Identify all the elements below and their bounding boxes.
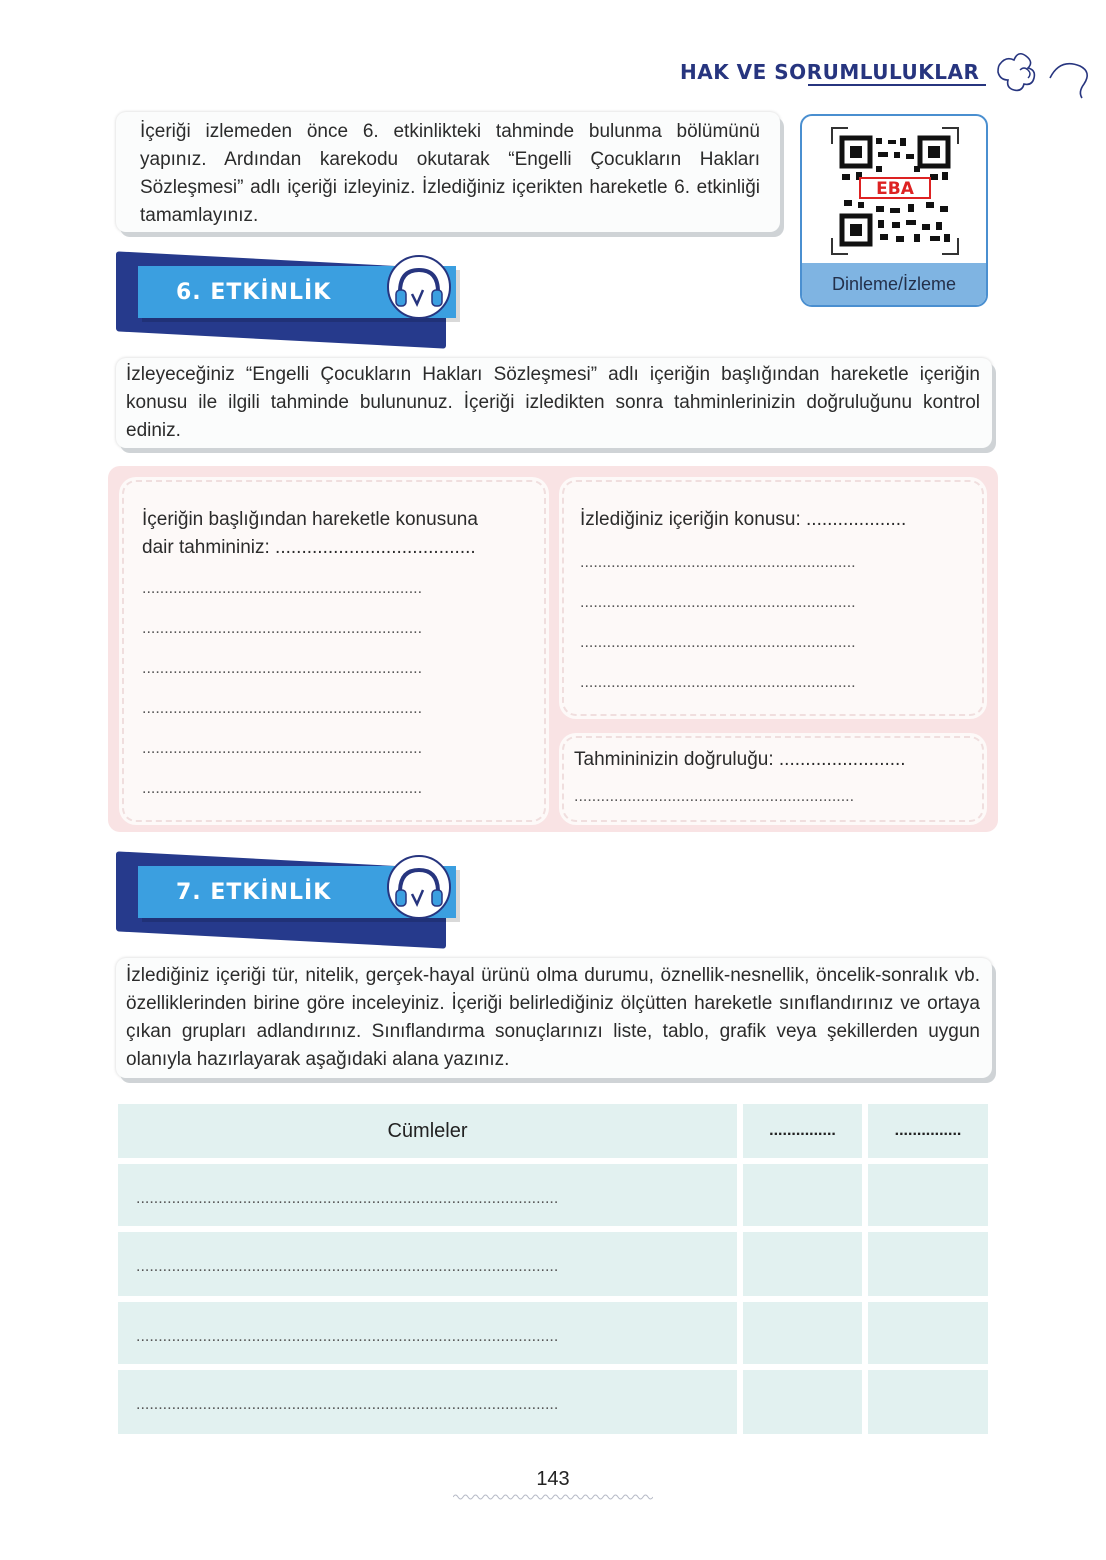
content-topic-answer-line[interactable]: .............................................................. — [580, 674, 856, 691]
classification-table — [118, 1104, 990, 1436]
activity-6-instruction-text: İzleyeceğiniz “Engelli Çocukların Hakları Sözleşmesi” adlı içeriğin başlığından hareketle içeriğin konusu ile ilgili tahminde bulununuz. İçeriği izledikten sonra tahminlerinizin doğruluğunu kontrol ediniz. — [126, 364, 980, 441]
table-row-cell[interactable] — [118, 1370, 737, 1434]
sentence-line[interactable]: ............................................................................................... — [136, 1258, 559, 1275]
prediction-answer-line[interactable]: ............................................................... — [142, 700, 423, 717]
qr-box[interactable] — [800, 114, 988, 307]
headphones-icon — [386, 254, 452, 320]
decorative-wave — [453, 1493, 653, 1501]
activity-7-instruction-text: İzlediğiniz içeriği tür, nitelik, gerçek-hayal ürünü olma durumu, öznellik-nesnellik, öncelik-sonralık vb. özelliklerinden birine göre inceleyiniz. İçeriği belirlediğiniz ölçütten hareketle sınıflandırınız ve ortaya çıkan grupları adlandırınız. Sınıflandırma sonuçlarınızı liste, tablo, grafik veya şekillerden uygun olanıyla hazırlayarak aşağıdaki alana yazınız. — [126, 965, 980, 1070]
table-row-cell[interactable] — [743, 1302, 862, 1364]
table-row-cell[interactable] — [868, 1232, 988, 1296]
sentence-line[interactable]: ............................................................................................... — [136, 1396, 559, 1413]
accuracy-answer-line[interactable]: ............................................................... — [574, 788, 855, 805]
content-topic-card — [562, 480, 984, 716]
content-topic-prompt[interactable]: İzlediğiniz içeriğin konusu: ................... — [580, 509, 907, 530]
table-row-cell[interactable] — [118, 1232, 737, 1296]
prediction-answer-line[interactable]: ............................................................... — [142, 660, 423, 677]
page-number: 143 — [536, 1468, 570, 1490]
qr-label: Dinleme/İzleme — [802, 263, 986, 305]
table-header-cell[interactable] — [743, 1104, 862, 1158]
puzzle-piece-icon — [990, 42, 1100, 102]
table-row-cell[interactable] — [743, 1232, 862, 1296]
prediction-prompt-line2[interactable]: dair tahmininiz: ...................................... — [142, 537, 476, 558]
headphones-icon — [386, 854, 452, 920]
prediction-answer-line[interactable]: ............................................................... — [142, 620, 423, 637]
activity-6-banner — [116, 254, 476, 344]
intro-note-text: İçeriği izlemeden önce 6. etkinlikteki tahminde bulunma bölümünü yapınız. Ardından karekodu okutarak “Engelli Çocukların Hakları Sözleşmesi” adlı içeriği izleyiniz. İzlediğiniz içerikten hareketle 6. etkinliği tamamlayınız. — [140, 121, 760, 226]
table-header-cell — [118, 1104, 737, 1158]
header-group-1: ............... — [769, 1122, 836, 1139]
qr-code-icon — [830, 126, 960, 256]
table-header-cell[interactable] — [868, 1104, 988, 1158]
intro-note — [116, 112, 780, 232]
activity-6-instruction — [116, 358, 992, 448]
accuracy-prompt[interactable]: Tahmininizin doğruluğu: ........................ — [574, 749, 906, 770]
prediction-card — [122, 480, 546, 822]
prediction-worksheet — [108, 466, 998, 832]
accuracy-card — [562, 736, 984, 822]
activity-7-instruction — [116, 958, 992, 1078]
prediction-answer-line[interactable]: ............................................................... — [142, 740, 423, 757]
activity-6-title: 6. ETKİNLİK — [176, 280, 332, 305]
content-topic-answer-line[interactable]: .............................................................. — [580, 594, 856, 611]
unit-title: HAK VE SORUMLULUKLAR — [680, 60, 980, 84]
header-underline — [808, 84, 986, 86]
activity-7-banner — [116, 854, 476, 944]
table-row-cell[interactable] — [868, 1370, 988, 1434]
header-sentences: Cümleler — [387, 1120, 468, 1142]
content-topic-answer-line[interactable]: .............................................................. — [580, 634, 856, 651]
table-row-cell[interactable] — [868, 1302, 988, 1364]
table-row-cell[interactable] — [118, 1164, 737, 1226]
prediction-prompt-line1: İçeriğin başlığından hareketle konusuna — [142, 509, 478, 530]
activity-7-title: 7. ETKİNLİK — [176, 880, 332, 905]
table-row-cell[interactable] — [118, 1302, 737, 1364]
sentence-line[interactable]: ............................................................................................... — [136, 1190, 559, 1207]
prediction-answer-line[interactable]: ............................................................... — [142, 780, 423, 797]
eba-logo: EBA — [876, 179, 914, 199]
prediction-answer-line[interactable]: ............................................................... — [142, 580, 423, 597]
table-row-cell[interactable] — [743, 1164, 862, 1226]
content-topic-answer-line[interactable]: .............................................................. — [580, 554, 856, 571]
sentence-line[interactable]: ............................................................................................... — [136, 1328, 559, 1345]
table-row-cell[interactable] — [743, 1370, 862, 1434]
header-group-2: ............... — [894, 1122, 962, 1139]
table-row-cell[interactable] — [868, 1164, 988, 1226]
